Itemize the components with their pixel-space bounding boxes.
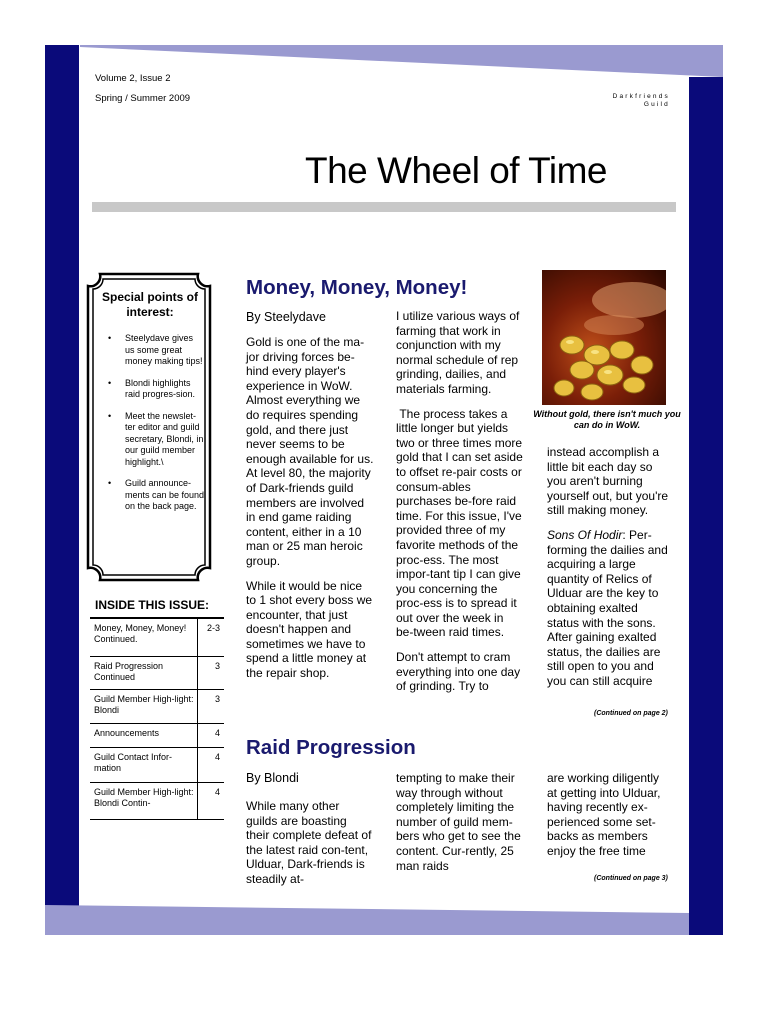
article1-continued[interactable]: (Continued on page 2) — [594, 710, 668, 717]
article1-col2-p1: I utilize various ways of farming that work in conjunction with my normal schedule of rep grinding, dailies, and materials farming. — [396, 309, 520, 396]
article2-col2: tempting to make their way through without completely limiting the number of guild mem-bers who get to see the content. Cur-rently, 25 man raids — [396, 771, 521, 873]
toc-page: 2-3 — [198, 619, 225, 656]
gold-coins-photo — [542, 270, 666, 405]
article2-continued[interactable]: (Continued on page 3) — [594, 875, 668, 882]
special-point-item: • Meet the newslet-ter editor and guild secretary, Blondi, in our guild member highlight.\ — [108, 410, 204, 467]
article1-col3-p2 — [547, 528, 672, 689]
toc-page: 4 — [198, 747, 225, 782]
table-row[interactable] — [90, 619, 224, 656]
toc-page: 3 — [198, 656, 225, 689]
table-row[interactable] — [90, 747, 224, 782]
guild-name-line1: Darkfriends — [612, 93, 670, 100]
special-points-list — [95, 333, 205, 523]
article2-headline: Raid Progression — [246, 736, 416, 759]
sons-of-hodir-lead: Sons Of Hodir — [547, 527, 623, 542]
article1-col2-p2: The process takes a little longer but yields two or three times more gold that I can set aside to offset re-pair costs or consum-ables purchases be-fore raid time. For this issue, I've provided three of my favorite methods of the proc-ess. The most impor-tant tip I can give you concerning the proc-ess is to spread it out over the week in be-tween raid times. — [396, 406, 527, 640]
toc-label: Guild Contact Infor-mation — [90, 747, 198, 782]
toc-label: Guild Member High-light: Blondi Contin- — [90, 782, 198, 819]
left-navy-bar — [45, 45, 79, 935]
special-points-title: Special points of interest: — [101, 290, 198, 319]
sons-of-hodir-text: : Per-forming the dailies and acquiring a large quantity of Relics of Ulduar are the key to obtaining exalted status with the sons. After gaining exalted status, the dailies are still open to you and you can still acquire — [547, 527, 668, 688]
right-navy-bar — [689, 77, 723, 935]
article2-byline: By Blondi — [246, 771, 299, 785]
masthead-title: The Wheel of Time — [305, 150, 608, 191]
article1-col1-p2: While it would be nice to 1 shot every boss we encounter, that just doesn't happen and sometimes we have to spend a little money at the repair shop. — [246, 578, 373, 681]
toc-page: 4 — [198, 782, 225, 819]
bottom-lavender-band — [45, 905, 689, 935]
article2-col3: are working diligently at getting into Ulduar, having recently ex-perienced some set-backs as members enjoy the free time — [547, 771, 661, 858]
article1-col3-p1: instead accomplish a little bit each day so you aren't burning yourself out, but you're still making money. — [547, 445, 669, 518]
toc-label: Raid Progression Continued — [90, 656, 198, 689]
article1-col3 — [547, 445, 672, 699]
special-point-item: • Steelydave gives us some great money making tips! — [108, 333, 203, 366]
table-row[interactable] — [90, 723, 224, 747]
toc-label: Announcements — [90, 723, 198, 747]
issue-season: Spring / Summer 2009 — [95, 93, 191, 104]
special-point-item: • Blondi highlights raid progres-sion. — [108, 377, 196, 399]
photo-caption: Without gold, there isn't much you can do in WoW. — [533, 409, 681, 430]
table-row[interactable] — [90, 782, 224, 819]
article2-col1: While many other guilds are boasting their complete defeat of the latest raid con-tent, Ulduar, Dark-friends is steadily at- — [246, 799, 372, 886]
toc-label: Guild Member High-light: Blondi — [90, 689, 198, 723]
toc-page: 3 — [198, 689, 225, 723]
table-row[interactable] — [90, 656, 224, 689]
guild-name-line2: Guild — [643, 101, 670, 108]
article1-col2 — [396, 309, 527, 704]
toc-table — [90, 619, 224, 820]
toc-page: 4 — [198, 723, 225, 747]
special-points-box — [100, 290, 200, 320]
guild-name — [560, 93, 670, 109]
toc-title: INSIDE THIS ISSUE: — [95, 598, 210, 612]
article1-headline: Money, Money, Money! — [246, 276, 468, 299]
special-point-item: • Guild announce-ments can be found on the back page. — [108, 478, 205, 511]
masthead-rule — [92, 202, 676, 212]
top-band-fill — [80, 45, 723, 77]
toc-label: Money, Money, Money! Continued. — [90, 619, 198, 656]
article1-col2-p3: Don't attempt to cram everything into one day of grinding. Try to — [396, 650, 521, 694]
volume-issue: Volume 2, Issue 2 — [95, 73, 171, 84]
gold-coins-icon — [542, 270, 666, 405]
table-row[interactable] — [90, 689, 224, 723]
article1-byline: By Steelydave — [246, 310, 326, 324]
article1-col1 — [246, 335, 374, 691]
article1-col1-p1: Gold is one of the ma-jor driving forces be-hind every player's experience in WoW. Almost everything we do requires spending gold, and there just never seems to be enough available for us. At level 80, the majority of Dark-friends guild members are involved in end game raiding content, either in a 10 man or 25 man heroic group. — [246, 335, 374, 568]
toc-table-wrap — [90, 617, 224, 820]
